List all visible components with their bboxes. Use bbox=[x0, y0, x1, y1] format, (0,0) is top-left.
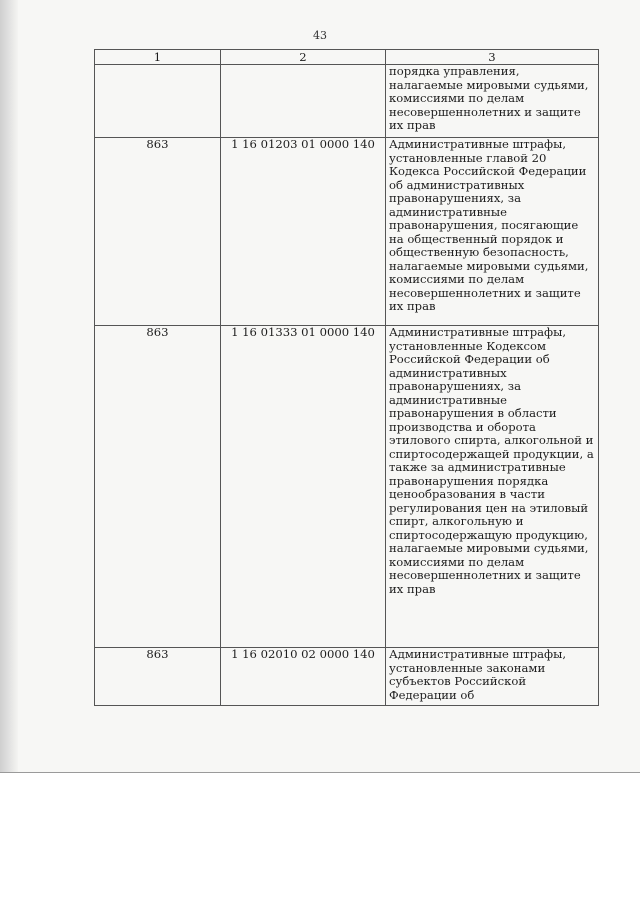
scan-edge-shadow bbox=[0, 0, 18, 772]
admin-code-cell: 863 bbox=[95, 138, 221, 326]
table-row bbox=[95, 326, 599, 648]
table-header-row bbox=[95, 50, 599, 65]
kbk-code-cell: 1 16 01333 01 0000 140 bbox=[221, 326, 386, 648]
page-number: 43 bbox=[313, 29, 327, 42]
admin-code-cell: 863 bbox=[95, 648, 221, 706]
table-row bbox=[95, 648, 599, 706]
admin-code-cell bbox=[95, 65, 221, 138]
admin-code-cell: 863 bbox=[95, 326, 221, 648]
description-cell: Административные штрафы, установленные Кодексом Российской Федерации об административных правонарушениях, за административные правонарушения в области производства и оборота этилового спирта, алкогольной и спиртосодержащей продукции, а также за административные правонарушения порядка ценообразования в части регулирования цен на этиловый спирт, алкогольную и спиртосодержащую продукцию, налагаемые мировыми судьями, комиссиями по делам несовершеннолетних и защите их прав bbox=[386, 326, 599, 648]
kbk-code-cell: 1 16 01203 01 0000 140 bbox=[221, 138, 386, 326]
kbk-code-cell bbox=[221, 65, 386, 138]
table-row bbox=[95, 138, 599, 326]
column-header-1: 1 bbox=[95, 50, 221, 65]
column-header-2: 2 bbox=[221, 50, 386, 65]
kbk-code-cell: 1 16 02010 02 0000 140 bbox=[221, 648, 386, 706]
table-row bbox=[95, 65, 599, 138]
column-header-3: 3 bbox=[386, 50, 599, 65]
budget-codes-table bbox=[94, 49, 599, 706]
description-cell: Административные штрафы, установленные главой 20 Кодекса Российской Федерации об административных правонарушениях, за административные правонарушения, посягающие на общественный порядок и общественную безопасность, налагаемые мировыми судьями, комиссиями по делам несовершеннолетних и защите их прав bbox=[386, 138, 599, 326]
description-cell: порядка управления, налагаемые мировыми судьями, комиссиями по делам несовершеннолетних и защите их прав bbox=[386, 65, 599, 138]
description-cell: Административные штрафы, установленные законами субъектов Российской Федерации об bbox=[386, 648, 599, 706]
